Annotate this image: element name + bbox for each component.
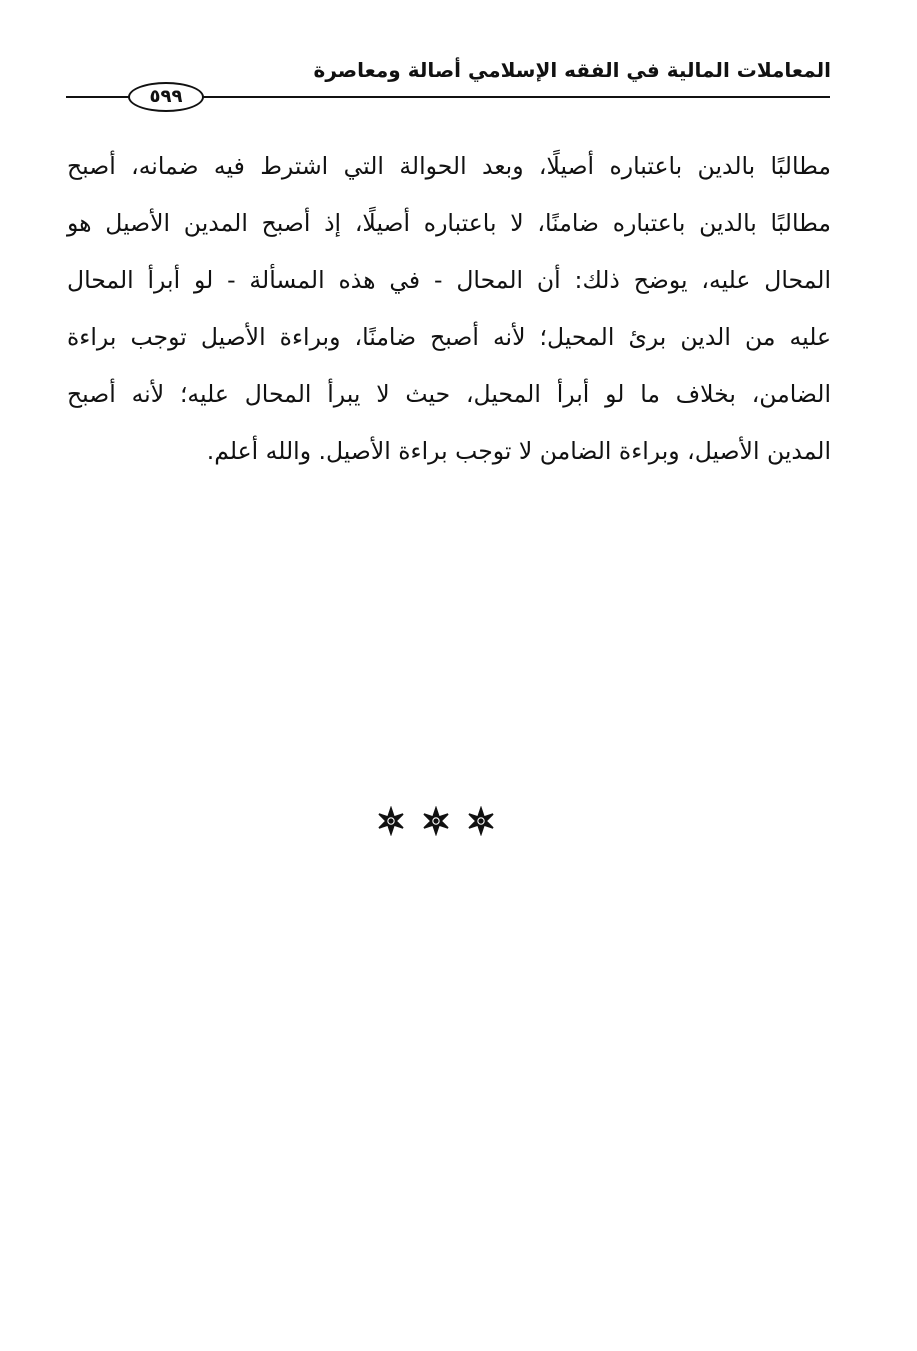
flower-ornament-icon [421,806,451,836]
text-line: الضامن، بخلاف ما لو أبرأ المحيل، حيث لا يبرأ المحال عليه؛ لأنه أصبح [67,380,831,408]
page-number: ٥٩٩ [149,86,183,107]
running-title: المعاملات المالية في الفقه الإسلامي أصالة ومعاصرة [313,58,831,82]
body-paragraph [67,138,831,480]
text-line: المحال عليه، يوضح ذلك: أن المحال - في هذه المسألة - لو أبرأ المحال [67,266,831,294]
text-line: عليه من الدين برئ المحيل؛ لأنه أصبح ضامنًا، وبراءة الأصيل توجب براءة [67,323,831,351]
text-line: المدين الأصيل، وبراءة الضامن لا توجب براءة الأصيل. والله أعلم. [206,437,831,465]
section-end-ornaments [376,804,496,838]
flower-ornament-icon [376,806,406,836]
text-line: مطالبًا بالدين باعتباره ضامنًا، لا باعتباره أصيلًا، إذ أصبح المدين الأصيل هو [67,209,831,237]
flower-ornament-icon [466,806,496,836]
text-line: مطالبًا بالدين باعتباره أصيلًا، وبعد الحوالة التي اشترط فيه ضمانه، أصبح [67,152,831,180]
page-number-badge [128,82,204,112]
